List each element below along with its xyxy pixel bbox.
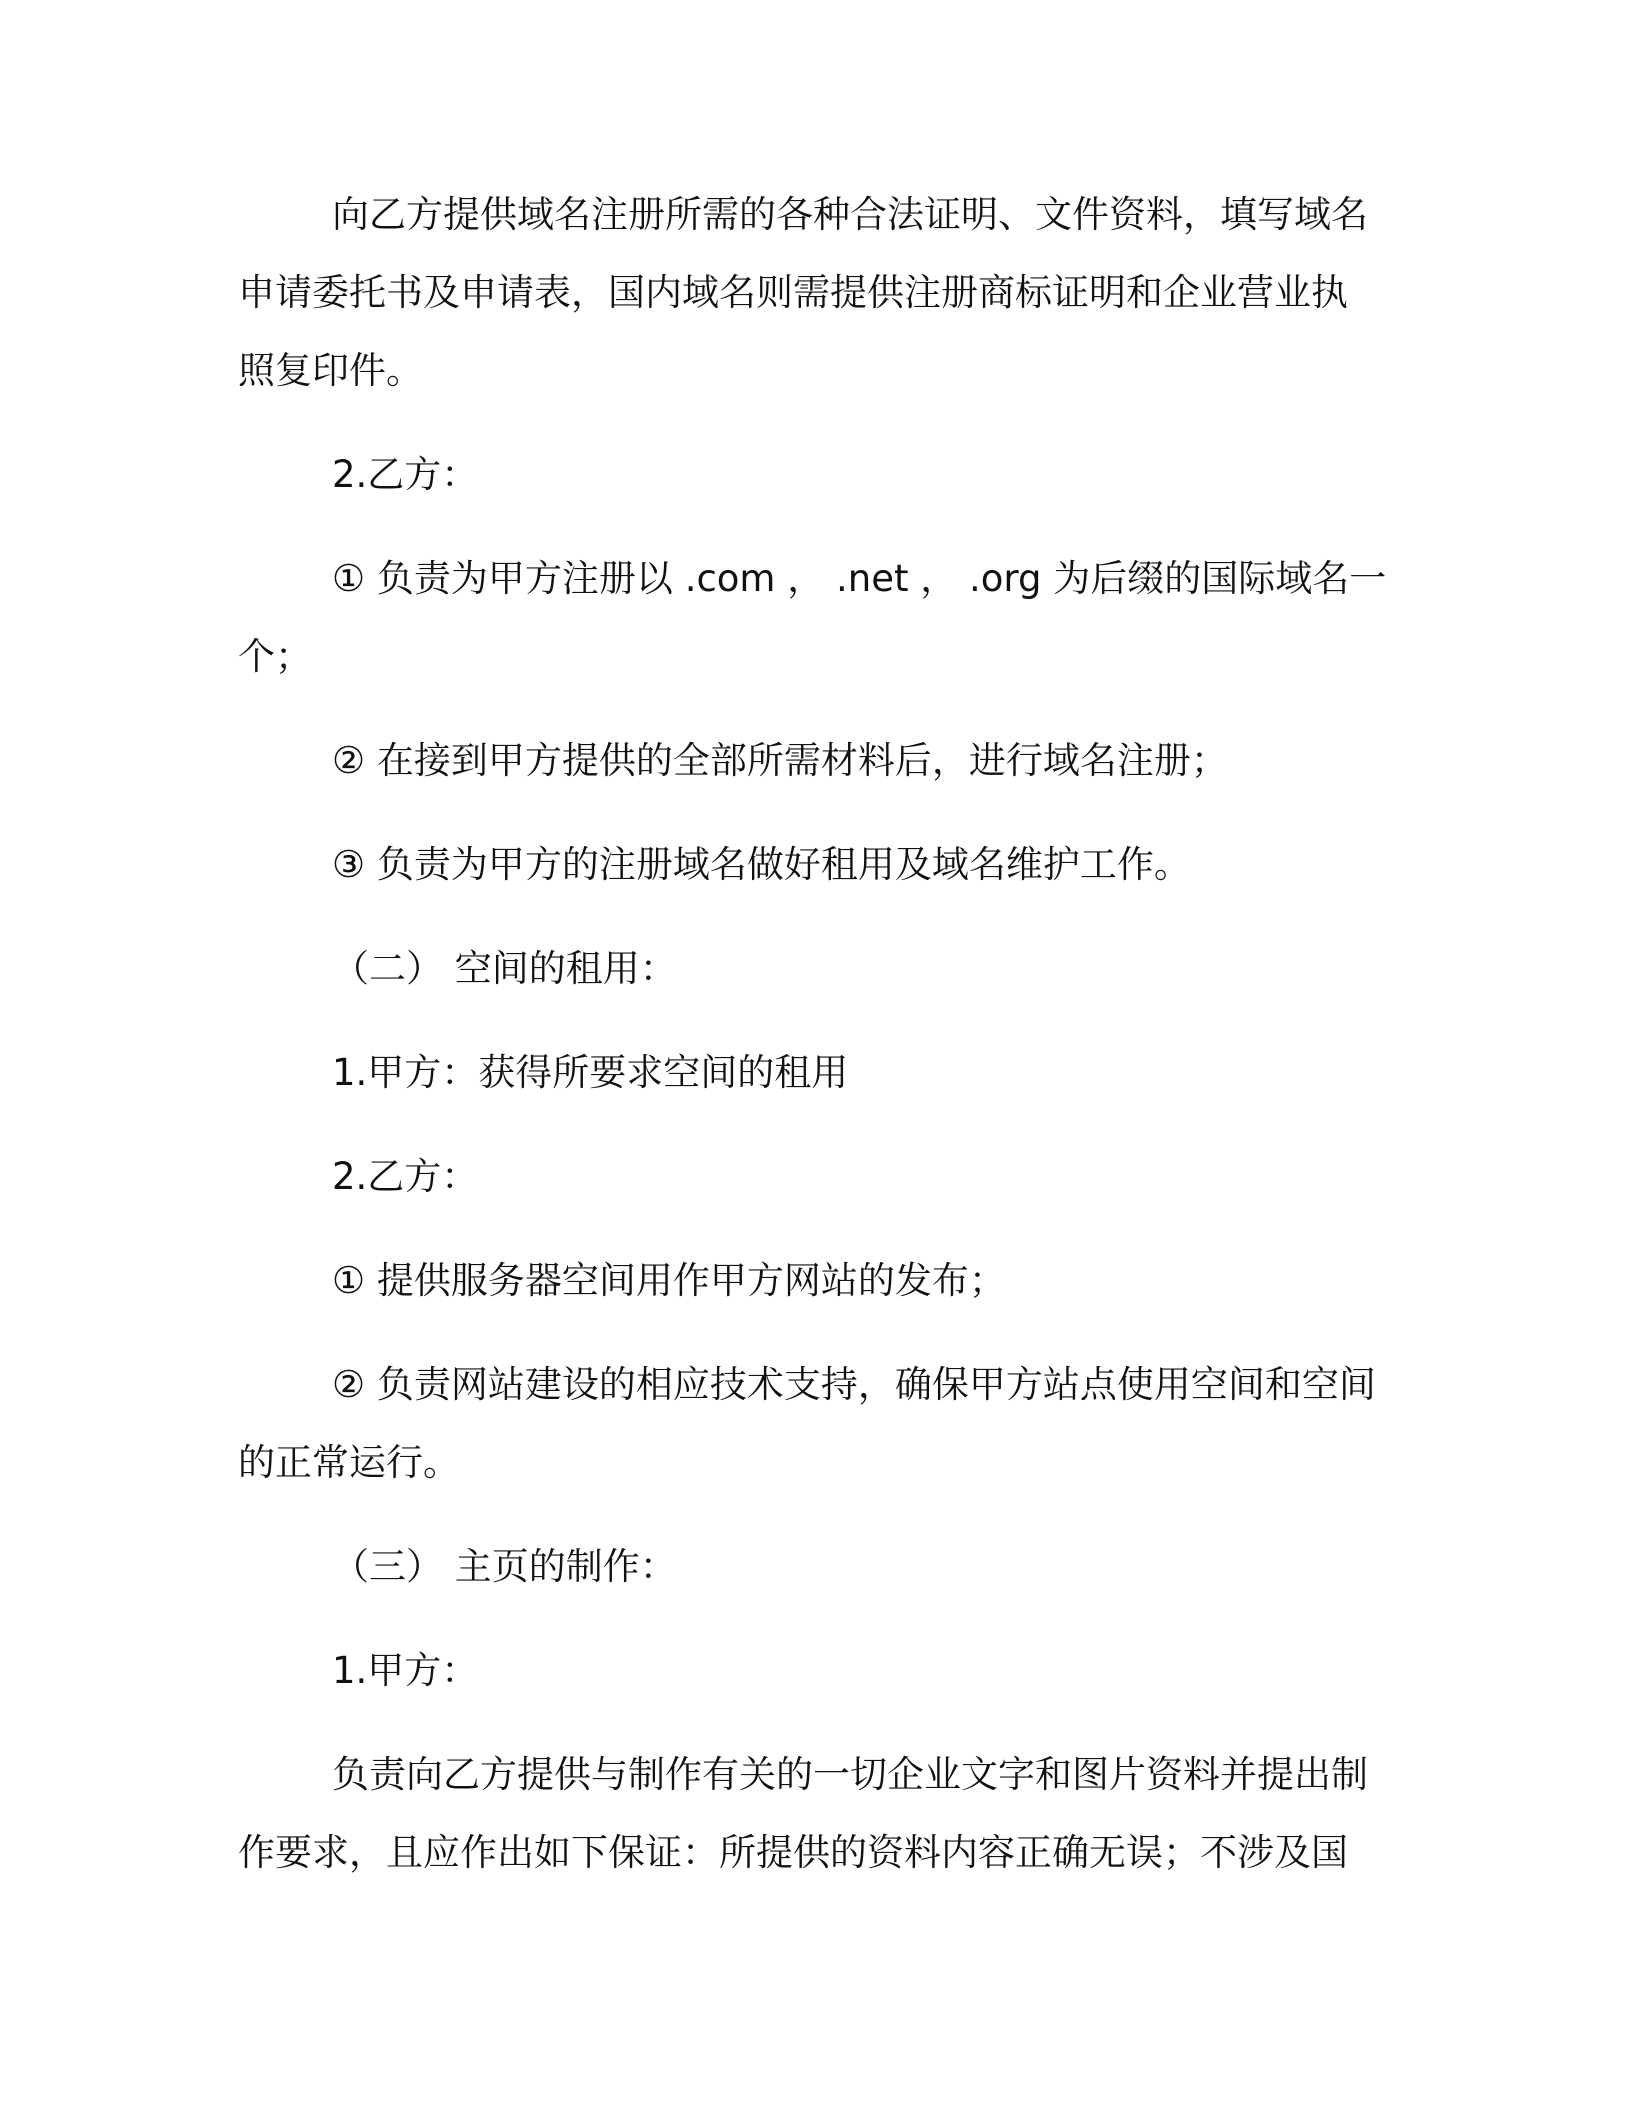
section-label: 1.甲方： (332, 1649, 479, 1692)
list-item-line: ① 负责为甲方注册以 .com ， .net ， .org 为后缀的国际域名一 (332, 557, 1387, 600)
list-item-line: ① 提供服务器空间用作甲方网站的发布； (332, 1259, 1006, 1302)
list-item-line: 的正常运行。 (238, 1441, 460, 1484)
section-heading: （二） 空间的租用： (332, 947, 677, 990)
section-label: 1.甲方：获得所要求空间的租用 (332, 1051, 849, 1094)
list-item-line: ③ 负责为甲方的注册域名做好租用及域名维护工作。 (332, 843, 1191, 886)
paragraph-line: 向乙方提供域名注册所需的各种合法证明、文件资料，填写域名 (332, 193, 1368, 236)
paragraph-line: 照复印件。 (238, 349, 423, 392)
list-item-line: 个； (238, 635, 312, 678)
list-item-line: ② 在接到甲方提供的全部所需材料后，进行域名注册； (332, 739, 1228, 782)
section-heading: （三） 主页的制作： (332, 1545, 677, 1588)
paragraph-line: 作要求，且应作出如下保证：所提供的资料内容正确无误；不涉及国 (238, 1831, 1348, 1874)
section-label: 2.乙方： (332, 1155, 479, 1198)
paragraph-line: 负责向乙方提供与制作有关的一切企业文字和图片资料并提出制 (332, 1753, 1368, 1796)
section-label: 2.乙方： (332, 453, 479, 496)
paragraph-line: 申请委托书及申请表，国内域名则需提供注册商标证明和企业营业执 (238, 271, 1348, 314)
list-item-line: ② 负责网站建设的相应技术支持，确保甲方站点使用空间和空间 (332, 1363, 1376, 1406)
